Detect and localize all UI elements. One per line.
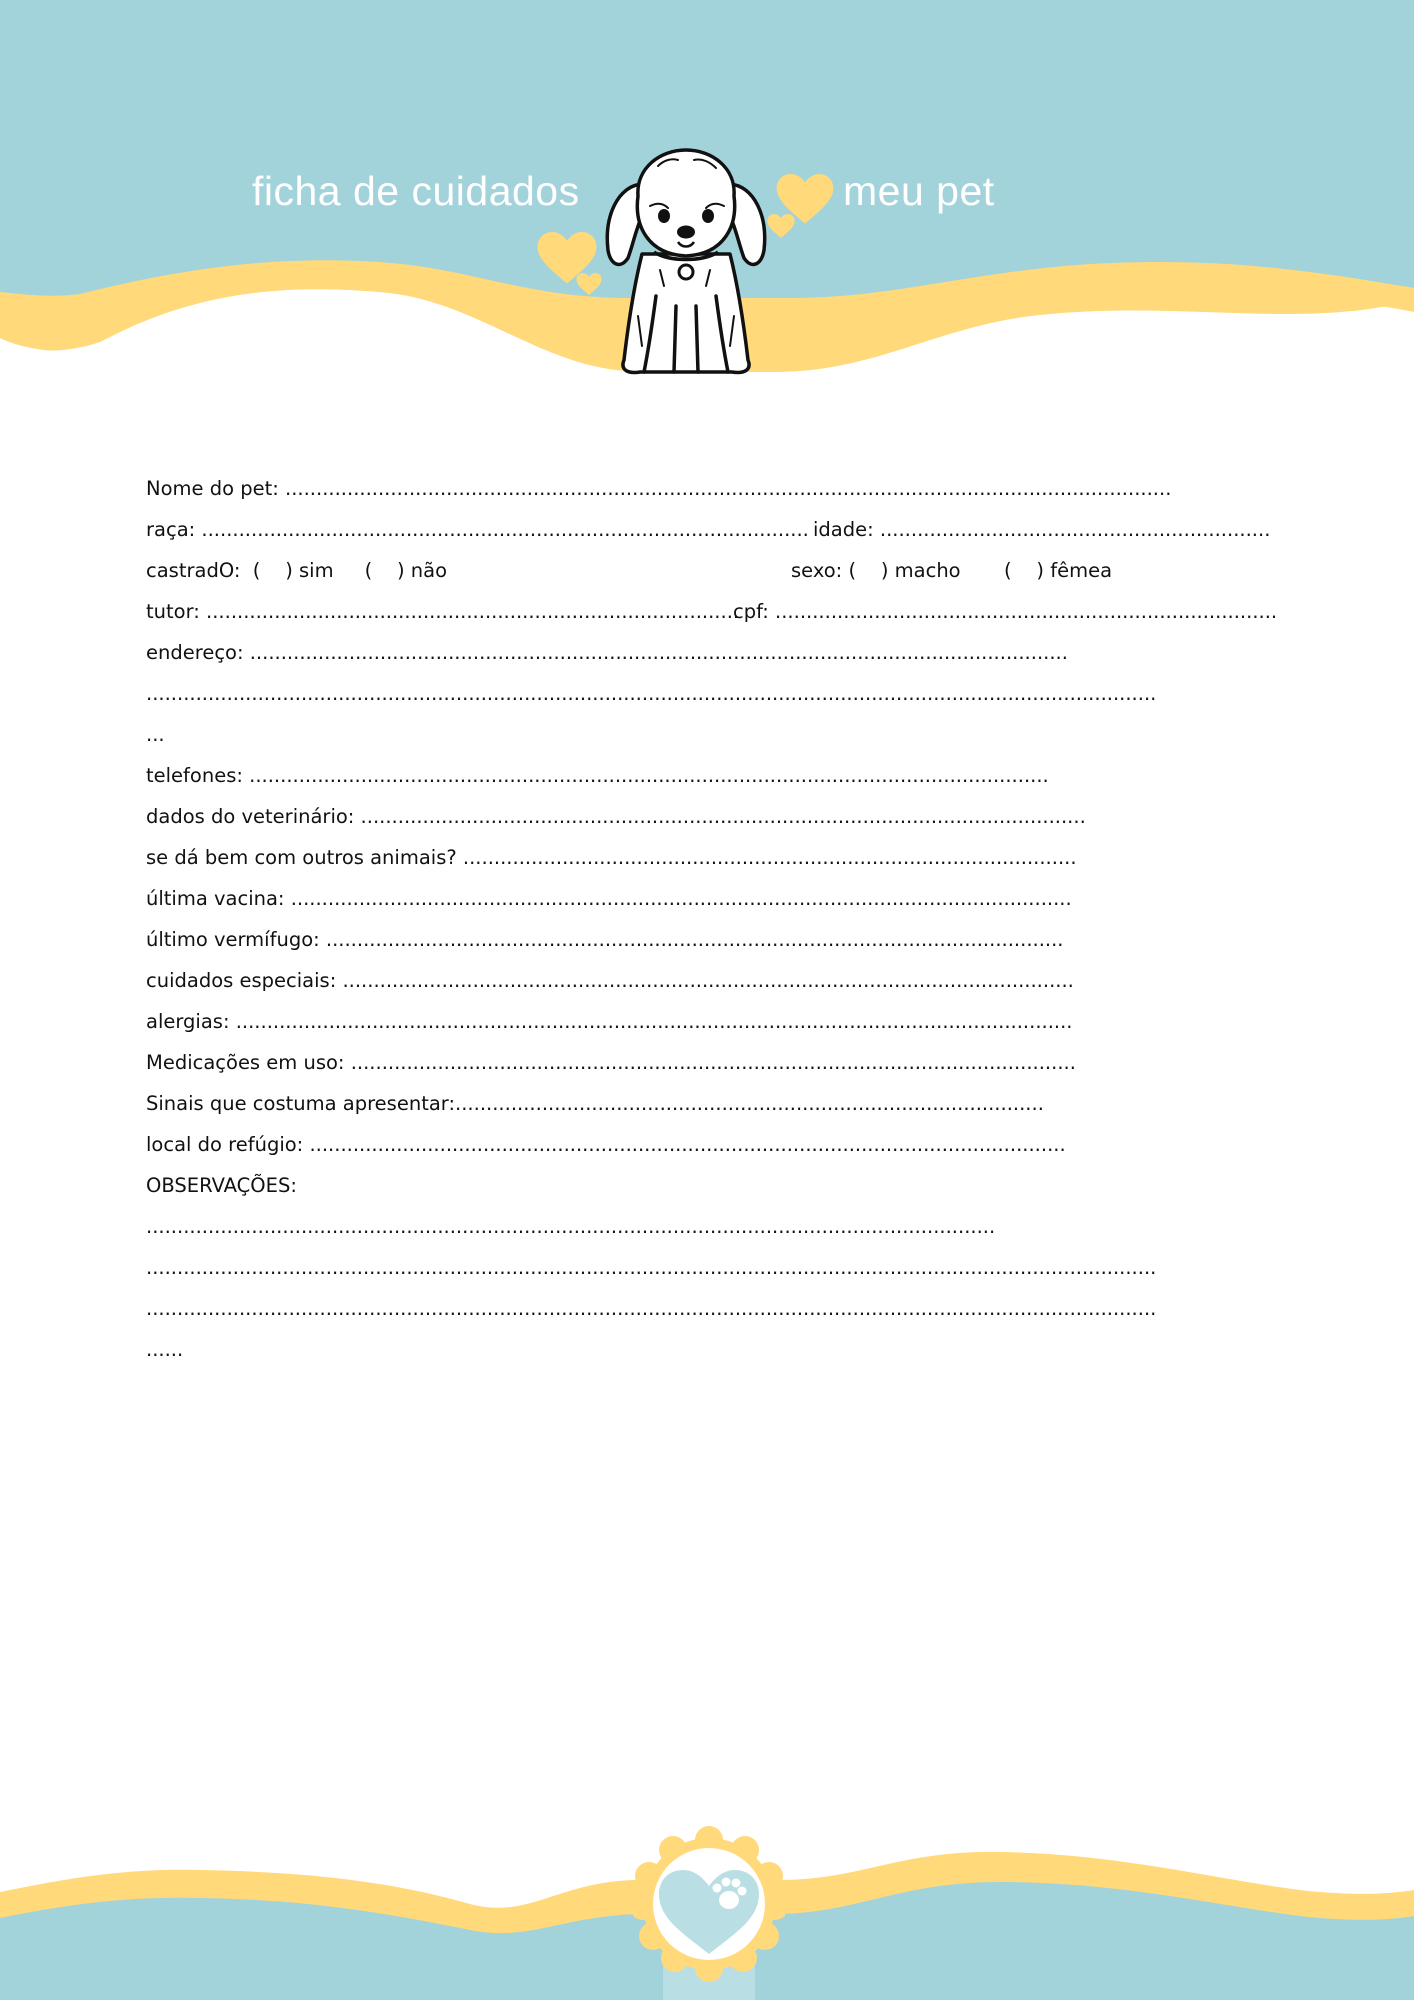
field-observations-line[interactable]: ...... [146,1338,184,1361]
heart-paw-icon [633,1826,785,2000]
care-form [146,468,1278,1370]
field-observations-line[interactable]: ......................................................................................................................................... [146,1215,996,1238]
field-cpf[interactable]: cpf: ................................................................................. [733,600,1278,623]
field-neutered[interactable]: castradO: ( ) sim ( ) não [146,559,448,582]
field-last-vaccine[interactable]: última vacina: .............................................................................................................................. [146,887,1072,910]
field-signs[interactable]: Sinais que costuma apresentar:............................................................................................... [146,1092,1044,1115]
field-last-dewormer[interactable]: último vermífugo: ....................................................................................................................... [146,928,1064,951]
field-address-line[interactable]: ... [146,723,165,746]
dog-illustration [598,146,774,378]
field-vet[interactable]: dados do veterinário: ..................................................................................................................... [146,805,1086,828]
field-observations-line[interactable]: ................................................................................................................................................................... [146,1256,1157,1279]
field-pet-name[interactable]: Nome do pet: ............................................................................................................................................... [146,477,1172,500]
header-title-right: meu pet [843,168,995,214]
field-tutor[interactable]: tutor: ...................................................................................... [146,600,740,623]
field-address-line[interactable]: ................................................................................................................................................................... [146,682,1157,705]
field-address[interactable]: endereço: .................................................................................................................................... [146,641,1068,664]
field-medications[interactable]: Medicações em uso: ..................................................................................................................... [146,1051,1076,1074]
field-phones[interactable]: telefones: ................................................................................................................................. [146,764,1049,787]
header-title-left: ficha de cuidados [252,168,580,214]
field-other-animals[interactable]: se dá bem com outros animais? ................................................................................................... [146,846,1077,869]
field-sex[interactable]: sexo: ( ) macho ( ) fêmea [791,559,1113,582]
field-breed[interactable]: raça: .................................................................................................. [146,518,809,541]
field-observations-line[interactable]: ................................................................................................................................................................... [146,1297,1157,1320]
observations-label: OBSERVAÇÕES: [146,1174,297,1197]
field-refuge[interactable]: local do refúgio: .......................................................................................................................... [146,1133,1066,1156]
field-allergies[interactable]: alergias: ....................................................................................................................................... [146,1010,1073,1033]
field-special-care[interactable]: cuidados especiais: ...................................................................................................................... [146,969,1074,992]
field-age[interactable]: idade: ............................................................... [813,518,1271,541]
